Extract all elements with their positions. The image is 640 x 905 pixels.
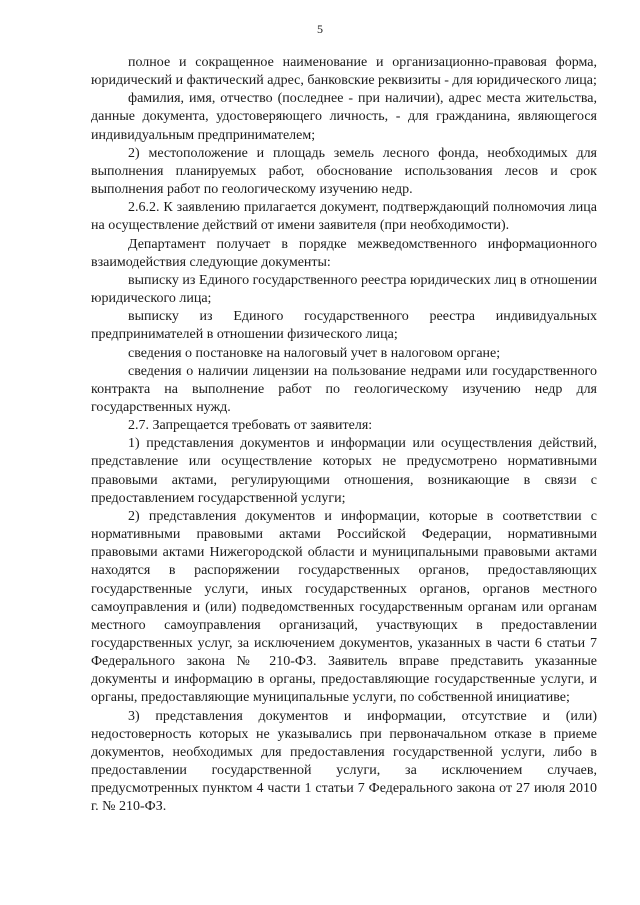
paragraph-2-7-item-2: 2) представления документов и информации, которые в соответствии с нормативными правовыми актами Российской Федерации, нормативными правовыми актами Нижегородской области и муниципальными правовыми актами находятся в распоряжении государственных органов, предоставляющих государственные услуги, иных государственных органов, органов местного самоуправления и (или) подведомственных государственным органам или органам местного самоуправления организаций, участвующих в предоставлении государственных услуг, за исключением документов, указанных в части 6 статьи 7 Федерального закона № 210-ФЗ. Заявитель вправе представить указанные документы и информацию в органы, предоставляющие государственные услуги, и органы, предоставляющие муниципальные услуги, по собственной инициативе; [91,508,597,706]
paragraph-egrip-extract: выписку из Единого государственного реестра индивидуальных предпринимателей в отношении физического лица; [91,309,597,343]
paragraph-2-7-item-1: 1) представления документов и информации или осуществления действий, представление или осуществление которых не предусмотрено нормативными правовыми актами, регулирующими отношения, возникающие в связи с предоставлением государственной услуги; [91,436,597,506]
paragraph-tax-registration: сведения о постановке на налоговый учет в налоговом органе; [128,345,501,361]
paragraph-2-7-item-3: 3) представления документов и информации, отсутствие и (или) недостоверность которых не указывались при первоначальном отказе в приеме документов, необходимых для предоставления государственной услуги, либо в предоставлении государственной услуги, за исключением случаев, предусмотренных пунктом 4 части 1 статьи 7 Федерального закона от 27 июля 2010 г. № 210-ФЗ. [91,708,597,815]
paragraph-legal-entity-details: полное и сокращенное наименование и организационно-правовая форма, юридический и фактический адрес, банковские реквизиты - для юридического лица; [91,55,597,89]
paragraph-subsoil-license: сведения о наличии лицензии на пользование недрами или государственного контракта на выполнение работ по геологическому изучению недр для государственных нужд. [91,363,597,415]
paragraph-2-6-2: 2.6.2. К заявлению прилагается документ, подтверждающий полномочия лица на осуществление действий от имени заявителя (при необходимости). [91,200,597,234]
document-body [91,54,597,817]
paragraph-egrul-extract: выписку из Единого государственного реестра юридических лиц в отношении юридического лица; [91,272,597,307]
paragraph-forest-land-location: 2) местоположение и площадь земель лесного фонда, необходимых для выполнения планируемых работ, обоснование использования лесов и срок выполнения работ по геологическому изучению недр. [91,145,597,198]
paragraph-2-7: 2.7. Запрещается требовать от заявителя: [128,418,373,434]
paragraph-entrepreneur-details: фамилия, имя, отчество (последнее - при наличии), адрес места жительства, данные документа, удостоверяющего личность, - для гражданина, являющегося индивидуальным предпринимателем; [91,91,597,143]
paragraph-department-receives: Департамент получает в порядке межведомственного информационного взаимодействия следующие документы: [91,236,597,270]
page-number: 5 [317,22,323,36]
